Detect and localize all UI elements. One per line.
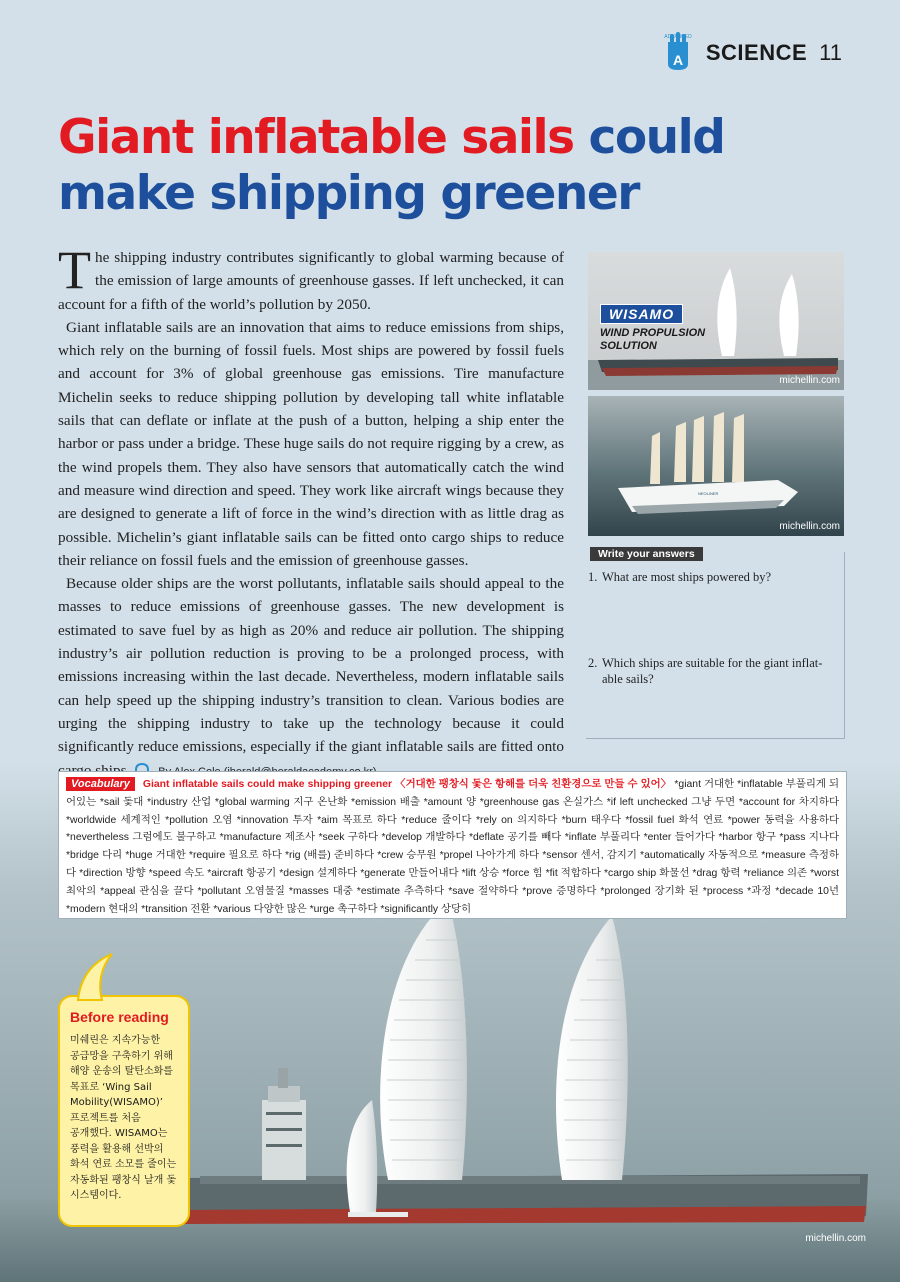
before-reading-line: 자동화된 팽창식 날개 돛	[70, 1174, 177, 1186]
article-paragraph-2: Giant inflatable sails are an innovation that aims to reduce emissions from ships, which rely on the burning of fossil fuels. Most ships are powered by fossil fuels and account for 3% of global greenhouse gas emissions. Tire manufacture Michelin seeks to reduce shipping pollution by developing tall white inflatable sails that can deflate or inflate at the push of a button, helping a ship enter the harbor or pass under a bridge. These huge sails do not require rigging by a crew, as the wind propels them. They also have sensors that automatically catch the wind and measure wind direction and speed. They work like aircraft wings because they are designed to generate a lift of force in the wind’s direction with as little drag as possible. Michelin’s giant inflatable sails can be fitted onto cargo ships to reduce their reliance on fossil fuels and the emission of greenhouse gasses.	[58, 318, 564, 569]
paragraph-1-text: he shipping industry contributes significantly to global warming because of the emission of large amounts of greenhouse gasses. If left unchecked, it can account for a fifth of the world’s pollution by 2050.	[58, 249, 564, 313]
vocabulary-headline: Giant inflatable sails could make shipping greener 〈거대한 팽창식 돛은 항해를 더욱 친환경으로 만들 수 있어〉	[142, 779, 672, 790]
question-1-text: What are most ships powered by?	[602, 570, 772, 584]
question-2-text-line1: Which ships are suitable for the giant inflat-	[602, 656, 823, 670]
before-reading-line: 화석 연료 소모를 줄이는	[70, 1159, 177, 1170]
neoliner-ship-illustration	[588, 396, 844, 536]
question-2-text-line2: able sails?	[602, 672, 654, 686]
answers-box	[578, 544, 846, 740]
question-2-number: 2.	[588, 656, 598, 670]
before-reading-line: 공개했다. WISAMO는	[70, 1128, 168, 1139]
question-1-number: 1.	[588, 570, 598, 584]
section-header	[658, 30, 842, 76]
article-paragraph-3	[58, 572, 564, 784]
before-reading-title: Before reading	[70, 1009, 169, 1025]
neoliner-photo	[588, 396, 844, 536]
badge-arc-text: ADVANCED	[664, 34, 692, 40]
before-reading-line: 미쉐린은 지속가능한	[70, 1035, 161, 1046]
wisamo-tag: WISAMO	[600, 304, 683, 324]
bottom-photo-credit: michellin.com	[805, 1233, 866, 1244]
before-reading-line: 목표로 ‘Wing Sail	[70, 1081, 152, 1093]
title-red-part: Giant inflatable sails	[58, 110, 574, 165]
article-paragraph-1	[58, 240, 564, 316]
before-reading-line: 공급망을 구축하기 위해	[70, 1050, 173, 1062]
section-label: SCIENCE	[705, 40, 808, 65]
article-body	[58, 240, 564, 784]
before-reading-line: 해양 운송의 탈탄소화를	[70, 1066, 173, 1077]
photo1-credit: michellin.com	[779, 375, 840, 386]
wisamo-logo	[600, 304, 705, 353]
before-reading-line: Mobility(WISAMO)’	[70, 1097, 163, 1108]
hull-text: NEOLINER	[698, 491, 719, 496]
before-reading-body	[70, 1033, 178, 1204]
before-reading-line: 풍력을 활용해 선박의	[70, 1143, 164, 1155]
answers-label: Write your answers	[590, 547, 703, 561]
wisamo-subtitle-line2: SOLUTION	[600, 340, 657, 352]
vocabulary-list: *giant 거대한 *inflatable 부풀리게 되어있는 *sail 돛대 *industry 산업 *global warming 지구 온난화 *emission 배출 *amount 양 *greenhouse gas 온실가스 *if left unchecked 그냥 두면 *account for 차지하다 *worldwide 세계적인 *pollution 오염 *innovation 투자 *aim 목표로 하다 *reduce 줄이다 *rely on 의지하다 *burn 태우다 *fossil fuel 화석 연료 *power 동력을 사용하다 *nevertheless 그럼에도 불구하고 *manufacture 제조사 *seek 구하다 *develop 개발하다 *deflate 공기를 빼다 *inflate 부풀리다 *enter 들어가다 *harbor 항구 *pass 지나다 *bridge 다리 *huge 거대한 *require 필요로 하다 *rig (배를) 준비하다 *crew 승무원 *propel 나아가게 하다 *sensor 센서, 감지기 *automatically 자동적으로 *measure 측정하다 *direction 방향 *speed 속도 *aircraft 항공기 *design 설계하다 *generate 만들어내다 *lift 상승 *force 힘 *fit 적합하다 *cargo ship 화물선 *drag 항력 *reliance 의존 *worst 최악의 *appeal 관심을 끌다 *pollutant 오염물질 *masses 대중 *estimate 추측하다 *save 절약하다 *prove 증명하다 *prolonged 장기화 된 *process *과정 *decade 10년 *modern 현대의 *transition 전환 *various 다양한 많은 *urge 촉구하다 *significantly 상당히	[66, 779, 839, 915]
drop-cap: T	[58, 240, 91, 300]
photo2-credit: michellin.com	[779, 521, 840, 532]
wisamo-photo	[588, 252, 844, 390]
title-blue-part: could make shipping greener	[58, 110, 725, 221]
question-1	[588, 569, 833, 585]
article-title	[58, 110, 858, 222]
paragraph-3-text: Because older ships are the worst pollutants, inflatable sails should appeal to the masses to reduce emissions of greenhouse gasses. The new development is estimated to save fuel by as high as 20% and reduce air pollution. The shipping industry’s air pollution reduction is proving to be a prolonged process, with emissions increasing within the last decade. Nevertheless, modern inflatable sails can help speed up the shipping industry’s transition to clean. Various bodies are urging the shipping industry to take up the technology because it could significantly reduce emissions, especially if the giant inflatable sails are fitted onto	[58, 575, 564, 756]
badge-letter: A	[672, 52, 683, 68]
before-reading-line: 시스템이다.	[70, 1190, 122, 1201]
wisamo-subtitle	[600, 327, 705, 353]
vocabulary-box	[58, 771, 847, 919]
page-number: 11	[819, 40, 842, 65]
note-bubble-tail	[76, 952, 116, 1002]
wisamo-subtitle-line1: WIND PROPULSION	[600, 327, 706, 339]
question-2	[588, 655, 833, 687]
vocabulary-tag: Vocabulary	[66, 777, 135, 791]
before-reading-line: 프로젝트를 처음	[70, 1112, 141, 1124]
before-reading-note	[58, 995, 190, 1227]
advanced-badge-icon	[658, 30, 698, 76]
